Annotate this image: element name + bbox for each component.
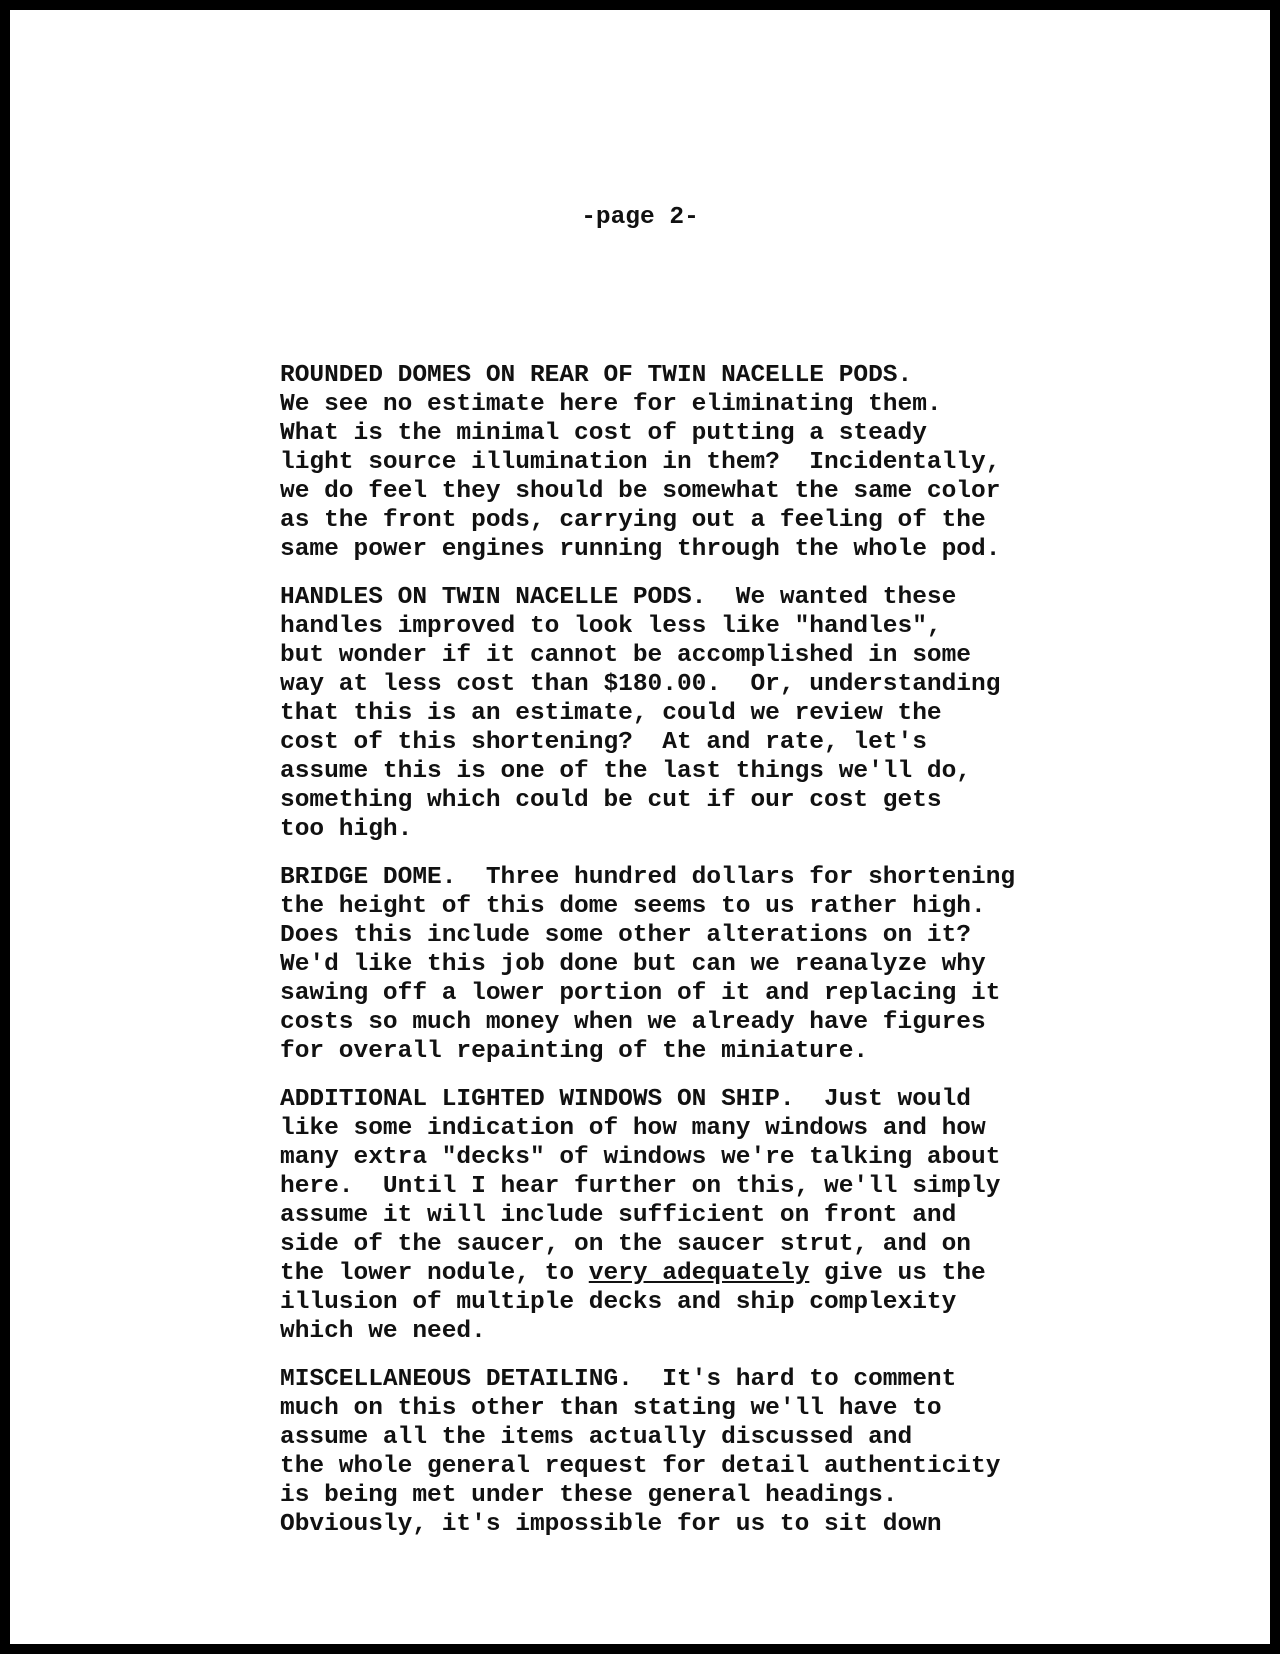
text-segment: give us the bbox=[809, 1260, 986, 1287]
text-line: handles improved to look less like "handles", bbox=[280, 613, 942, 640]
text-line: What is the minimal cost of putting a steady bbox=[280, 420, 927, 447]
text-line: We'd like this job done but can we reanalyze why bbox=[280, 951, 986, 978]
text-line: Obviously, it's impossible for us to sit down bbox=[280, 1511, 942, 1538]
paragraph-misc-detailing bbox=[280, 1365, 1080, 1539]
text-line: cost of this shortening? At and rate, let's bbox=[280, 729, 927, 756]
page-number: -page 2- bbox=[581, 204, 699, 231]
text-line: we do feel they should be somewhat the same color bbox=[280, 478, 1001, 505]
text-line: Does this include some other alterations on it? bbox=[280, 922, 972, 949]
paragraph-handles bbox=[280, 583, 1080, 844]
text-line: for overall repainting of the miniature. bbox=[280, 1038, 869, 1065]
document-page bbox=[10, 10, 1270, 1644]
text-line: ROUNDED DOMES ON REAR OF TWIN NACELLE PODS. bbox=[280, 362, 913, 389]
text-line: too high. bbox=[280, 816, 413, 843]
paragraph-lighted-windows bbox=[280, 1085, 1080, 1346]
text-line: something which could be cut if our cost gets bbox=[280, 787, 942, 814]
letter-body bbox=[280, 361, 1080, 1558]
text-line: way at less cost than $180.00. Or, understanding bbox=[280, 671, 1001, 698]
text-line: here. Until I hear further on this, we'll simply bbox=[280, 1173, 1001, 1200]
underlined-emphasis: very adequately bbox=[588, 1260, 810, 1287]
text-line-with-underline bbox=[280, 1259, 1080, 1288]
text-line: side of the saucer, on the saucer strut, and on bbox=[280, 1231, 972, 1258]
text-line: illusion of multiple decks and ship complexity bbox=[280, 1289, 957, 1316]
text-line: assume it will include sufficient on front and bbox=[280, 1202, 957, 1229]
text-line: but wonder if it cannot be accomplished in some bbox=[280, 642, 972, 669]
text-line: assume this is one of the last things we'll do, bbox=[280, 758, 972, 785]
text-line: which we need. bbox=[280, 1318, 486, 1345]
text-line: like some indication of how many windows and how bbox=[280, 1115, 986, 1142]
text-segment: the lower nodule, to bbox=[280, 1260, 589, 1287]
text-line: BRIDGE DOME. Three hundred dollars for shortening bbox=[280, 864, 1016, 891]
text-line: sawing off a lower portion of it and replacing it bbox=[280, 980, 1001, 1007]
text-line: assume all the items actually discussed and bbox=[280, 1424, 913, 1451]
text-line: We see no estimate here for eliminating them. bbox=[280, 391, 942, 418]
text-line: same power engines running through the whole pod. bbox=[280, 536, 1001, 563]
text-line: many extra "decks" of windows we're talking about bbox=[280, 1144, 1001, 1171]
text-line: ADDITIONAL LIGHTED WINDOWS ON SHIP. Just would bbox=[280, 1086, 972, 1113]
text-line: as the front pods, carrying out a feeling of the bbox=[280, 507, 986, 534]
text-line: is being met under these general headings. bbox=[280, 1482, 898, 1509]
text-line: the whole general request for detail authenticity bbox=[280, 1453, 1001, 1480]
paragraph-bridge-dome bbox=[280, 863, 1080, 1066]
text-line: HANDLES ON TWIN NACELLE PODS. We wanted these bbox=[280, 584, 957, 611]
text-line: the height of this dome seems to us rather high. bbox=[280, 893, 986, 920]
text-line: much on this other than stating we'll have to bbox=[280, 1395, 942, 1422]
paragraph-rounded-domes bbox=[280, 361, 1080, 564]
text-line: light source illumination in them? Incidentally, bbox=[280, 449, 1001, 476]
text-line: MISCELLANEOUS DETAILING. It's hard to comment bbox=[280, 1366, 957, 1393]
text-line: that this is an estimate, could we review the bbox=[280, 700, 942, 727]
text-line: costs so much money when we already have figures bbox=[280, 1009, 986, 1036]
